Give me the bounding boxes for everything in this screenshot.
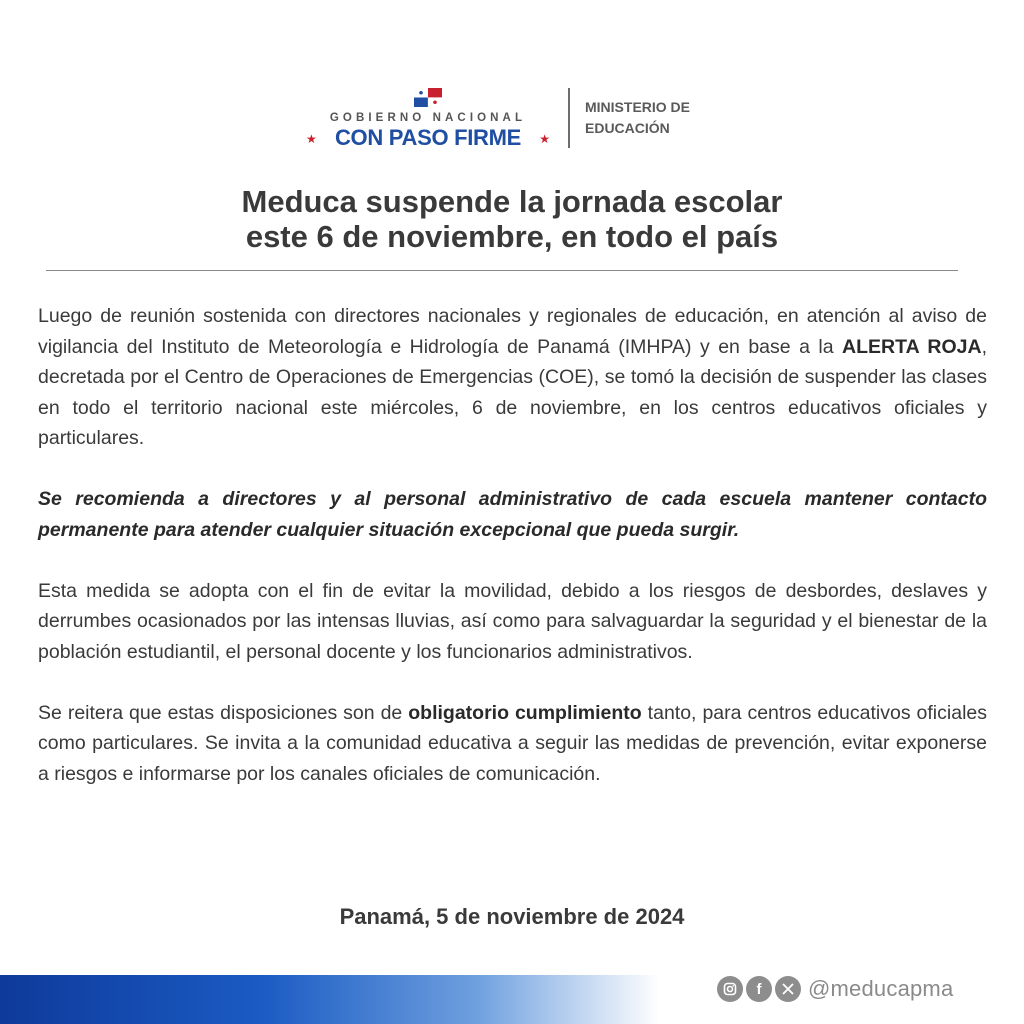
star-icon: ★: [306, 132, 317, 146]
header: [0, 84, 1024, 154]
title-line2: este 6 de noviembre, en todo el país: [245, 219, 779, 254]
title-line1: Meduca suspende la jornada escolar: [241, 184, 783, 219]
page-title: [0, 184, 1024, 254]
paragraph-3: Esta medida se adopta con el fin de evitar la movilidad, debido a los riesgos de desbordes, deslaves y derrumbes ocasionados por las intensas lluvias, así como para salvaguardar la seguridad y el bienestar de la población estudiantil, el personal docente y los funcionarios administrativos.: [38, 579, 987, 663]
alert-highlight: ALERTA ROJA: [842, 335, 982, 358]
paragraph-1: [38, 301, 987, 454]
paragraph-2: Se recomienda a directores y al personal administrativo de cada escuela mantener contacto permanente para atender cualquier situación excepcional que pueda surgir.: [38, 488, 987, 541]
press-release-body: [38, 301, 987, 820]
star-icon: ★: [539, 132, 550, 146]
p1-text-a: Luego de reunión sostenida con directores nacionales y regionales de educación, en atención al aviso de vigilancia del Instituto de Meteorología e Hidrología de Panamá (IMHPA) y en base a la: [38, 305, 987, 358]
mandatory-highlight: obligatorio cumplimiento: [408, 701, 642, 724]
title-divider: [46, 270, 958, 271]
government-logo: [300, 84, 556, 154]
ministry-line1: MINISTERIO DE: [585, 99, 691, 115]
ministry-logo: [585, 97, 690, 139]
social-links: [717, 976, 953, 1002]
p4-text-a: Se reitera que estas disposiciones son de: [38, 701, 409, 724]
ministry-line2: EDUCACIÓN: [585, 120, 670, 136]
footer-bar: [0, 975, 660, 1024]
p4-text-b: tanto, para centros educativos oficiales como particulares. Se invita a la comunidad educativa a seguir las medidas de prevención, evitar exponerse a riesgos e informarse por los canales oficiales de comunicación.: [38, 701, 987, 785]
paragraph-4: [38, 698, 987, 790]
facebook-icon[interactable]: f: [746, 976, 772, 1002]
p1-text-b: , decretada por el Centro de Operaciones de Emergencias (COE), se tomó la decisión de suspender las clases en todo el territorio nacional este miércoles, 6 de noviembre, en los centros educativos oficiales y particulares.: [38, 335, 987, 449]
header-divider: [568, 88, 570, 148]
gov-line1: GOBIERNO NACIONAL: [329, 112, 527, 124]
instagram-icon[interactable]: [717, 976, 743, 1002]
panama-flag-icon: [414, 88, 442, 107]
gov-line2: CON PASO FIRME: [334, 125, 522, 150]
x-icon[interactable]: [775, 976, 801, 1002]
dateline: Panamá, 5 de noviembre de 2024: [339, 904, 685, 929]
social-handle[interactable]: @meducapma: [808, 976, 954, 1001]
